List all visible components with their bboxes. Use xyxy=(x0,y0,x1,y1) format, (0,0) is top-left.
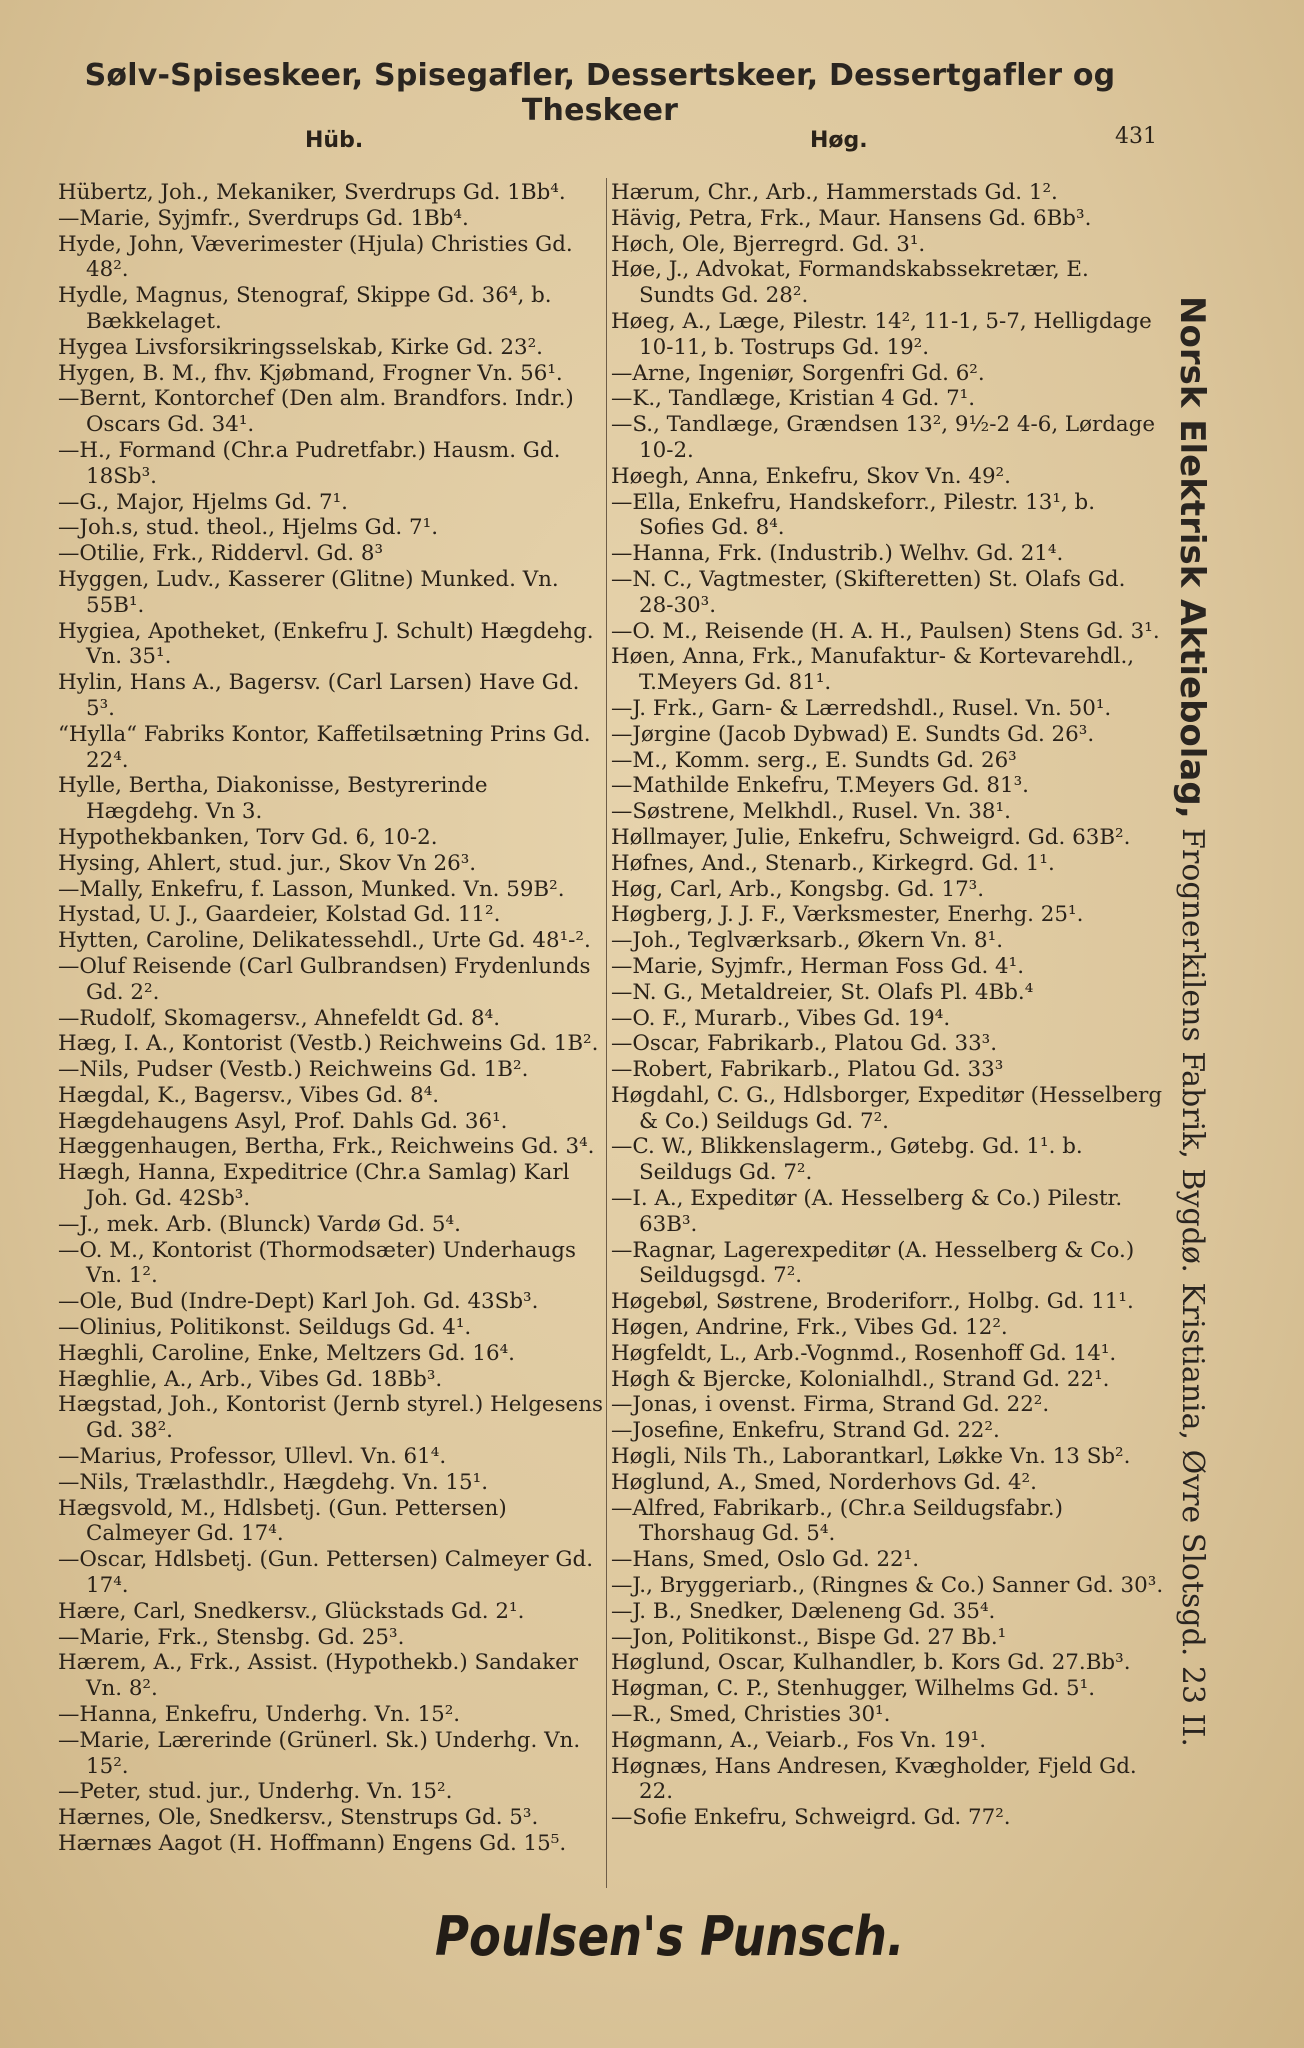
directory-entry: —Mathilde Enkefru, T.Meyers Gd. 81³. xyxy=(611,773,1029,799)
directory-entry: Høegh, Anna, Enkefru, Skov Vn. 49². xyxy=(611,463,1011,489)
right-column xyxy=(611,180,1166,1831)
directory-entry: Hävig, Petra, Frk., Maur. Hansens Gd. 6Bb³. xyxy=(611,205,1092,231)
directory-entry: Hærem, A., Frk., Assist. (Hypothekb.) Sandaker Vn. 8². xyxy=(58,1650,578,1702)
directory-entry: Høg, Carl, Arb., Kongsbg. Gd. 17³. xyxy=(611,876,985,902)
directory-entry: —Jonas, i ovenst. Firma, Strand Gd. 22². xyxy=(611,1392,1050,1418)
directory-entry: Høgfeldt, L., Arb.-Vognmd., Rosenhoff Gd. 14¹. xyxy=(611,1340,1117,1366)
directory-entry: —Nils, Trælasthdlr., Hægdehg. Vn. 15¹. xyxy=(58,1469,489,1495)
side-advertisement xyxy=(1173,296,1211,1747)
directory-entry: —Arne, Ingeniør, Sorgenfri Gd. 6². xyxy=(611,360,985,386)
side-ad-address: Frognerkilens Fabrik, Bygdø. Kristiania, Øvre Slotsgd. 23 II. xyxy=(1175,828,1210,1747)
directory-entry: Hygea Livsforsikringsselskab, Kirke Gd. 23². xyxy=(58,334,543,360)
directory-entry: Hyggen, Ludv., Kasserer (Glitne) Munked. Vn. 55B¹. xyxy=(58,566,559,618)
directory-entry: Hæghlie, A., Arb., Vibes Gd. 18Bb³. xyxy=(58,1366,443,1392)
directory-entry: Hydle, Magnus, Stenograf, Skippe Gd. 36⁴, b. Bækkelaget. xyxy=(58,283,552,334)
directory-entry: —O. M., Kontorist (Thormodsæter) Underhaugs Vn. 1². xyxy=(58,1237,576,1289)
directory-entry: —Oscar, Fabrikarb., Platou Gd. 33³. xyxy=(611,1031,998,1057)
directory-entry: Hægsvold, M., Hdlsbetj. (Gun. Pettersen) Calmeyer Gd. 17⁴. xyxy=(58,1495,507,1547)
directory-entry: —R., Smed, Christies 30¹. xyxy=(611,1702,891,1728)
directory-entry: —Marie, Syjmfr., Sverdrups Gd. 1Bb⁴. xyxy=(58,205,469,231)
directory-entry: —Marie, Syjmfr., Herman Foss Gd. 4¹. xyxy=(611,953,1025,979)
directory-entry: —Marie, Frk., Stensbg. Gd. 25³. xyxy=(58,1624,405,1650)
directory-entry: —C. W., Blikkenslagerm., Gøtebg. Gd. 1¹. b. Seildugs Gd. 7². xyxy=(611,1134,1083,1186)
directory-entry: Høen, Anna, Frk., Manufaktur- & Kortevarehdl., T.Meyers Gd. 81¹. xyxy=(611,644,1135,696)
footer-advertisement: Poulsen's Punsch. xyxy=(435,1905,905,1968)
directory-entry: Høgh & Bjercke, Kolonialhdl., Strand Gd. 22¹. xyxy=(611,1366,1110,1392)
directory-entry: Høgdahl, C. G., Hdlsborger, Expeditør (Hesselberg & Co.) Seildugs Gd. 7². xyxy=(611,1082,1163,1134)
directory-entry: —Nils, Pudser (Vestb.) Reichweins Gd. 1B². xyxy=(58,1057,529,1083)
directory-entry: —Ole, Bud (Indre-Dept) Karl Joh. Gd. 43Sb³. xyxy=(58,1289,539,1315)
directory-entry: Høglund, Oscar, Kulhandler, b. Kors Gd. 27.Bb³. xyxy=(611,1650,1131,1676)
directory-entry: Hærum, Chr., Arb., Hammerstads Gd. 1². xyxy=(611,180,1058,205)
directory-entry: Hypothekbanken, Torv Gd. 6, 10-2. xyxy=(58,824,438,850)
directory-entry: Høgnæs, Hans Andresen, Kvægholder, Fjeld Gd. 22. xyxy=(611,1753,1137,1805)
directory-entry: —Jon, Politikonst., Bispe Gd. 27 Bb.¹ xyxy=(611,1624,1007,1650)
directory-entry: Hære, Carl, Snedkersv., Glückstads Gd. 2¹. xyxy=(58,1598,525,1624)
directory-entry: —Jørgine (Jacob Dybwad) E. Sundts Gd. 26³. xyxy=(611,721,1095,747)
directory-entry: —Mally, Enkefru, f. Lasson, Munked. Vn. 59B². xyxy=(58,876,565,902)
directory-entry: —G., Major, Hjelms Gd. 7¹. xyxy=(58,489,348,515)
directory-entry: Hylin, Hans A., Bagersv. (Carl Larsen) Have Gd. 5³. xyxy=(58,670,580,721)
directory-entry: Høgen, Andrine, Frk., Vibes Gd. 12². xyxy=(611,1315,1008,1341)
directory-entry: Hylle, Bertha, Diakonisse, Bestyrerinde Hægdehg. Vn 3. xyxy=(58,773,488,825)
directory-entry: Høllmayer, Julie, Enkefru, Schweigrd. Gd. 63B². xyxy=(611,824,1131,850)
directory-entry: Hæg, I. A., Kontorist (Vestb.) Reichweins Gd. 1B². xyxy=(58,1031,599,1057)
directory-entry: —Marie, Lærerinde (Grünerl. Sk.) Underhg. Vn. 15². xyxy=(58,1727,581,1779)
directory-entry: Hübertz, Joh., Mekaniker, Sverdrups Gd. 1Bb⁴. xyxy=(58,180,566,205)
directory-entry: —O. M., Reisende (H. A. H., Paulsen) Stens Gd. 3¹. xyxy=(611,618,1160,644)
directory-entry: Hægh, Hanna, Expeditrice (Chr.a Samlag) Karl Joh. Gd. 42Sb³. xyxy=(58,1160,570,1212)
directory-entry: —Hanna, Frk. (Industrib.) Welhv. Gd. 21⁴. xyxy=(611,541,1064,567)
directory-entry: —Bernt, Kontorchef (Den alm. Brandfors. Indr.) Oscars Gd. 34¹. xyxy=(58,386,574,438)
directory-entry: Hysing, Ahlert, stud. jur., Skov Vn 26³. xyxy=(58,850,477,876)
header-advertisement: Sølv-Spiseskeer, Spisegafler, Dessertskeer, Dessertgafler og Theskeer xyxy=(84,58,1116,128)
directory-entry: —S., Tandlæge, Grændsen 13², 9½-2 4-6, Lørdage 10-2. xyxy=(611,412,1156,463)
directory-entry: —J. B., Snedker, Dæleneng Gd. 35⁴. xyxy=(611,1598,996,1624)
directory-entry: —Rudolf, Skomagersv., Ahnefeldt Gd. 8⁴. xyxy=(58,1005,500,1031)
directory-entry: Hygen, B. M., fhv. Kjøbmand, Frogner Vn. 56¹. xyxy=(58,360,563,386)
directory-entry: Høch, Ole, Bjerregrd. Gd. 3¹. xyxy=(611,231,926,257)
page-number: 431 xyxy=(1115,124,1157,149)
directory-entry: —H., Formand (Chr.a Pudretfabr.) Hausm. Gd. 18Sb³. xyxy=(58,437,561,489)
directory-entry: —J., Bryggeriarb., (Ringnes & Co.) Sanner Gd. 30³. xyxy=(611,1573,1164,1599)
directory-entry: “Hylla“ Fabriks Kontor, Kaffetilsætning Prins Gd. 22⁴. xyxy=(58,721,591,773)
directory-entry: Hyde, John, Væverimester (Hjula) Christies Gd. 48². xyxy=(58,231,573,283)
directory-entry: —Ella, Enkefru, Handskeforr., Pilestr. 13¹, b. Sofies Gd. 8⁴. xyxy=(611,489,1096,541)
directory-entry: Hæghli, Caroline, Enke, Meltzers Gd. 16⁴. xyxy=(58,1340,515,1366)
directory-entry: —Joh., Teglværksarb., Økern Vn. 8¹. xyxy=(611,928,1004,954)
directory-entry: —Olinius, Politikonst. Seildugs Gd. 4¹. xyxy=(58,1315,472,1341)
directory-entry: —Hans, Smed, Oslo Gd. 22¹. xyxy=(611,1547,920,1573)
side-ad-company: Norsk Elektrisk Aktiebolag, xyxy=(1172,296,1212,819)
directory-entry: Høeg, A., Læge, Pilestr. 14², 11-1, 5-7, Helligdage 10-11, b. Tostrups Gd. 19². xyxy=(611,308,1152,360)
directory-entry: —K., Tandlæge, Kristian 4 Gd. 7¹. xyxy=(611,386,976,412)
directory-entry: Hæggenhaugen, Bertha, Frk., Reichweins Gd. 3⁴. xyxy=(58,1134,595,1160)
directory-entry: Hægdal, K., Bagersv., Vibes Gd. 8⁴. xyxy=(58,1082,440,1108)
directory-entry: Hytten, Caroline, Delikatessehdl., Urte Gd. 48¹-². xyxy=(58,928,591,954)
directory-entry: —Oscar, Hdlsbetj. (Gun. Pettersen) Calmeyer Gd. 17⁴. xyxy=(58,1547,594,1599)
directory-entry: —Peter, stud. jur., Underhg. Vn. 15². xyxy=(58,1779,453,1805)
directory-entry: —Joh.s, stud. theol., Hjelms Gd. 7¹. xyxy=(58,515,438,541)
right-column-heading: Høg. xyxy=(810,128,868,153)
directory-entry: —Otilie, Frk., Riddervl. Gd. 8³ xyxy=(58,541,384,567)
directory-entry: Hærnæs Aagot (H. Hoffmann) Engens Gd. 15⁵. xyxy=(58,1831,567,1856)
directory-entry: —O. F., Murarb., Vibes Gd. 19⁴. xyxy=(611,1005,951,1031)
directory-entry: Høgebøl, Søstrene, Broderiforr., Holbg. Gd. 11¹. xyxy=(611,1289,1134,1315)
directory-entry: Hægstad, Joh., Kontorist (Jernb styrel.) Helgesens Gd. 38². xyxy=(58,1392,603,1444)
directory-entry: Høfnes, And., Stenarb., Kirkegrd. Gd. 1¹. xyxy=(611,850,1055,876)
directory-entry: Hægdehaugens Asyl, Prof. Dahls Gd. 36¹. xyxy=(58,1108,508,1134)
column-divider xyxy=(606,178,607,1888)
directory-entry: —Sofie Enkefru, Schweigrd. Gd. 77². xyxy=(611,1805,1011,1831)
directory-entry: Høgli, Nils Th., Laborantkarl, Løkke Vn. 13 Sb². xyxy=(611,1444,1131,1470)
directory-entry: Høe, J., Advokat, Formandskabssekretær, E. Sundts Gd. 28². xyxy=(611,257,1089,309)
directory-entry: Hærnes, Ole, Snedkersv., Stenstrups Gd. 5³. xyxy=(58,1805,539,1831)
directory-entry: Høglund, A., Smed, Norderhovs Gd. 4². xyxy=(611,1469,1037,1495)
directory-entry: —Alfred, Fabrikarb., (Chr.a Seildugsfabr.) Thorshaug Gd. 5⁴. xyxy=(611,1495,1063,1547)
directory-entry: —N. C., Vagtmester, (Skifteretten) St. Olafs Gd. 28-30³. xyxy=(611,566,1126,618)
directory-entry: Hygiea, Apotheket, (Enkefru J. Schult) Hægdehg. Vn. 35¹. xyxy=(58,618,594,670)
directory-entry: —Marius, Professor, Ullevl. Vn. 61⁴. xyxy=(58,1444,447,1470)
directory-entry: Høgman, C. P., Stenhugger, Wilhelms Gd. 5¹. xyxy=(611,1676,1096,1702)
directory-entry: —M., Komm. serg., E. Sundts Gd. 26³ xyxy=(611,747,1017,773)
directory-entry: —Ragnar, Lagerexpeditør (A. Hesselberg & Co.) Seildugsgd. 7². xyxy=(611,1237,1135,1289)
left-column xyxy=(58,180,606,1857)
directory-entry: —Robert, Fabrikarb., Platou Gd. 33³ xyxy=(611,1057,1004,1083)
directory-entry: Høgberg, J. J. F., Værksmester, Enerhg. 25¹. xyxy=(611,902,1084,928)
directory-entry: —J., mek. Arb. (Blunck) Vardø Gd. 5⁴. xyxy=(58,1211,461,1237)
directory-entry: —I. A., Expeditør (A. Hesselberg & Co.) Pilestr. 63B³. xyxy=(611,1186,1123,1237)
directory-entry: —Oluf Reisende (Carl Gulbrandsen) Frydenlunds Gd. 2². xyxy=(58,953,591,1005)
directory-entry: —N. G., Metaldreier, St. Olafs Pl. 4Bb.⁴ xyxy=(611,979,1034,1005)
directory-entry: —Josefine, Enkefru, Strand Gd. 22². xyxy=(611,1418,1000,1444)
left-column-heading: Hüb. xyxy=(305,128,364,153)
directory-entry: Høgmann, A., Veiarb., Fos Vn. 19¹. xyxy=(611,1727,987,1753)
directory-entry: —Hanna, Enkefru, Underhg. Vn. 15². xyxy=(58,1702,461,1728)
directory-entry: —Søstrene, Melkhdl., Rusel. Vn. 38¹. xyxy=(611,799,1011,825)
directory-entry: Hystad, U. J., Gaardeier, Kolstad Gd. 11². xyxy=(58,902,501,928)
directory-entry: —J. Frk., Garn- & Lærredshdl., Rusel. Vn. 50¹. xyxy=(611,695,1112,721)
